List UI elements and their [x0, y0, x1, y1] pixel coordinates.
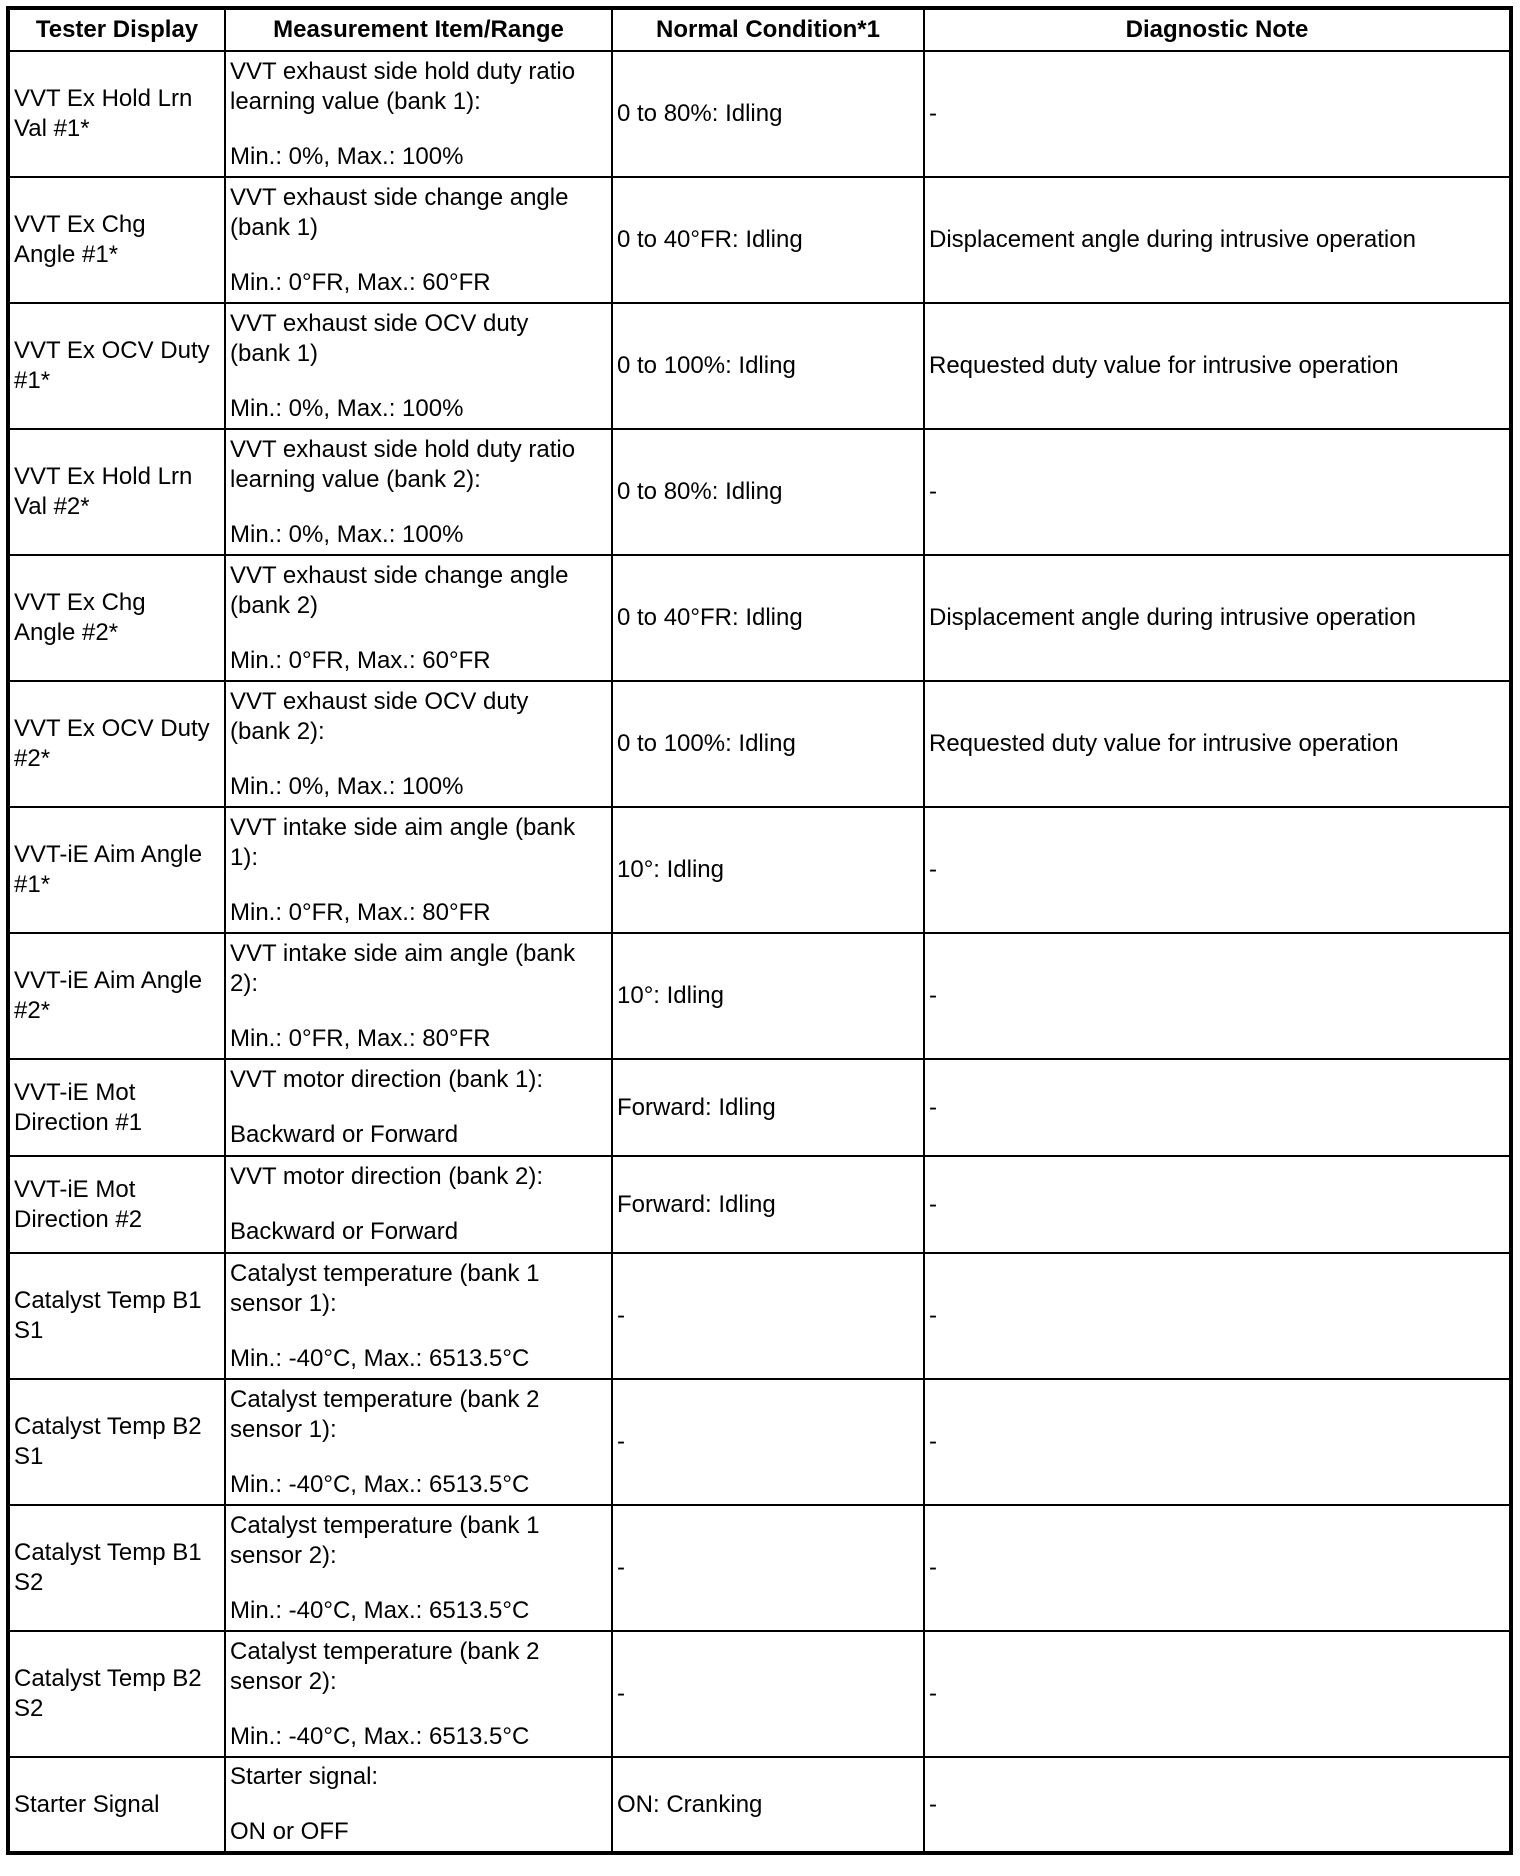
cell-tester-display — [8, 681, 225, 807]
tester-display-line: S2 — [14, 1569, 44, 1596]
cell-measurement-item — [225, 555, 612, 681]
measurement-range: Min.: 0°FR, Max.: 80°FR — [230, 898, 491, 926]
measurement-item-line: VVT motor direction (bank 1): — [230, 1066, 544, 1093]
line-gap — [230, 1319, 607, 1344]
table-row — [8, 1379, 1511, 1505]
cell-tester-display — [8, 1505, 225, 1631]
cell-diagnostic-note: - — [924, 51, 1511, 177]
line-gap — [230, 747, 607, 772]
measurement-range: Min.: 0%, Max.: 100% — [230, 520, 464, 548]
line-gap — [230, 1792, 607, 1817]
measurement-item-line: learning value (bank 1): — [230, 87, 481, 115]
cell-diagnostic-note: - — [924, 933, 1511, 1059]
cell-tester-display — [8, 177, 225, 303]
cell-normal-condition: - — [612, 1253, 924, 1379]
cell-diagnostic-note: - — [924, 429, 1511, 555]
cell-measurement-item — [225, 1379, 612, 1505]
table-row — [8, 177, 1511, 303]
table-body — [8, 51, 1511, 1853]
measurement-range: Min.: -40°C, Max.: 6513.5°C — [230, 1722, 530, 1750]
measurement-item-line: (bank 2): — [230, 717, 325, 745]
tester-display-line: Catalyst Temp B2 — [14, 1413, 202, 1440]
tester-display-line: #1* — [14, 367, 51, 394]
measurement-item-line: Starter signal: — [230, 1763, 379, 1790]
tester-display-line: VVT-iE Aim Angle — [14, 967, 203, 994]
measurement-range: Backward or Forward — [230, 1218, 459, 1245]
cell-diagnostic-note: - — [924, 1059, 1511, 1156]
table-row — [8, 1505, 1511, 1631]
header-row — [8, 8, 1511, 51]
tester-display-line: Val #1* — [14, 115, 90, 142]
cell-tester-display — [8, 429, 225, 555]
line-gap — [230, 873, 607, 898]
table-row — [8, 429, 1511, 555]
measurement-item-line: VVT exhaust side hold duty ratio — [230, 435, 576, 463]
measurement-item-line: sensor 2): — [230, 1541, 337, 1569]
measurement-item-line: VVT intake side aim angle (bank — [230, 939, 576, 967]
table-row — [8, 1059, 1511, 1156]
cell-diagnostic-note: Requested duty value for intrusive operation — [924, 681, 1511, 807]
cell-diagnostic-note: - — [924, 1757, 1511, 1853]
tester-display-line: Direction #2 — [14, 1205, 143, 1233]
cell-measurement-item — [225, 1505, 612, 1631]
tester-display-line: #2* — [14, 745, 51, 772]
tester-display-line: VVT Ex OCV Duty — [14, 337, 210, 364]
cell-diagnostic-note: - — [924, 807, 1511, 933]
line-gap — [230, 1095, 607, 1120]
cell-normal-condition: 0 to 40°FR: Idling — [612, 555, 924, 681]
measurement-range: Min.: 0%, Max.: 100% — [230, 142, 464, 170]
tester-display-line: Catalyst Temp B2 — [14, 1665, 202, 1692]
measurement-item-line: 1): — [230, 843, 259, 871]
header-measurement-item: Measurement Item/Range — [225, 8, 612, 51]
tester-display-line: Catalyst Temp B1 — [14, 1287, 202, 1314]
measurement-item-line: sensor 2): — [230, 1667, 337, 1695]
measurement-item-line: (bank 2) — [230, 591, 319, 619]
cell-measurement-item — [225, 51, 612, 177]
line-gap — [230, 1192, 607, 1217]
measurement-range: ON or OFF — [230, 1818, 349, 1845]
tester-display-line: Starter Signal — [14, 1790, 160, 1818]
cell-diagnostic-note: - — [924, 1505, 1511, 1631]
line-gap — [230, 999, 607, 1024]
tester-display-line: VVT Ex Chg — [14, 211, 146, 238]
table-row — [8, 303, 1511, 429]
tester-display-line: Catalyst Temp B1 — [14, 1539, 202, 1566]
cell-tester-display — [8, 555, 225, 681]
cell-normal-condition: 10°: Idling — [612, 807, 924, 933]
measurement-range: Min.: 0%, Max.: 100% — [230, 772, 464, 800]
cell-tester-display — [8, 1379, 225, 1505]
table-row — [8, 807, 1511, 933]
line-gap — [230, 369, 607, 394]
measurement-item-line: VVT intake side aim angle (bank — [230, 813, 576, 841]
tester-display-line: Angle #2* — [14, 619, 119, 646]
tester-display-line: VVT Ex Hold Lrn — [14, 85, 193, 112]
measurement-range: Min.: -40°C, Max.: 6513.5°C — [230, 1470, 530, 1498]
tester-display-line: VVT-iE Mot — [14, 1078, 136, 1106]
tester-display-line: VVT-iE Aim Angle — [14, 841, 203, 868]
measurement-item-line: Catalyst temperature (bank 1 — [230, 1511, 540, 1539]
measurement-range: Min.: -40°C, Max.: 6513.5°C — [230, 1596, 530, 1624]
measurement-item-line: sensor 1): — [230, 1289, 337, 1317]
tester-display-line: #2* — [14, 997, 51, 1024]
cell-measurement-item — [225, 1757, 612, 1853]
measurement-item-line: Catalyst temperature (bank 2 — [230, 1385, 540, 1413]
cell-measurement-item — [225, 933, 612, 1059]
cell-diagnostic-note: - — [924, 1631, 1511, 1757]
line-gap — [230, 117, 607, 142]
tester-display-line: Direction #1 — [14, 1108, 143, 1136]
tester-display-line: VVT Ex Hold Lrn — [14, 463, 193, 490]
line-gap — [230, 495, 607, 520]
measurement-item-line: VVT motor direction (bank 2): — [230, 1163, 544, 1190]
line-gap — [230, 1445, 607, 1470]
cell-measurement-item — [225, 1631, 612, 1757]
tester-display-line: S2 — [14, 1695, 44, 1722]
cell-measurement-item — [225, 1156, 612, 1253]
table-row — [8, 555, 1511, 681]
line-gap — [230, 1571, 607, 1596]
measurement-item-line: VVT exhaust side change angle — [230, 561, 569, 589]
measurement-item-line: VVT exhaust side OCV duty — [230, 687, 529, 715]
measurement-item-line: Catalyst temperature (bank 2 — [230, 1637, 540, 1665]
table-row — [8, 933, 1511, 1059]
measurement-item-line: (bank 1) — [230, 213, 319, 241]
cell-measurement-item — [225, 1253, 612, 1379]
cell-tester-display — [8, 933, 225, 1059]
cell-normal-condition: 0 to 100%: Idling — [612, 681, 924, 807]
table-row — [8, 1631, 1511, 1757]
header-diagnostic-note: Diagnostic Note — [924, 8, 1511, 51]
cell-normal-condition: - — [612, 1631, 924, 1757]
cell-normal-condition: 0 to 80%: Idling — [612, 51, 924, 177]
cell-normal-condition: ON: Cranking — [612, 1757, 924, 1853]
header-tester-display: Tester Display — [8, 8, 225, 51]
header-normal-condition: Normal Condition*1 — [612, 8, 924, 51]
cell-diagnostic-note: Requested duty value for intrusive operation — [924, 303, 1511, 429]
tester-display-line: #1* — [14, 871, 51, 898]
cell-tester-display — [8, 1156, 225, 1253]
table-row — [8, 1757, 1511, 1853]
cell-normal-condition: Forward: Idling — [612, 1156, 924, 1253]
cell-normal-condition: - — [612, 1505, 924, 1631]
table-row — [8, 51, 1511, 177]
table-row — [8, 1156, 1511, 1253]
cell-diagnostic-note: - — [924, 1253, 1511, 1379]
measurement-item-line: VVT exhaust side change angle — [230, 183, 569, 211]
cell-measurement-item — [225, 429, 612, 555]
measurement-item-line: learning value (bank 2): — [230, 465, 481, 493]
cell-measurement-item — [225, 1059, 612, 1156]
measurement-item-line: Catalyst temperature (bank 1 — [230, 1259, 540, 1287]
line-gap — [230, 243, 607, 268]
tester-display-line: S1 — [14, 1317, 44, 1344]
cell-normal-condition: 10°: Idling — [612, 933, 924, 1059]
line-gap — [230, 621, 607, 646]
cell-tester-display — [8, 1059, 225, 1156]
measurement-item-line: 2): — [230, 969, 259, 997]
measurement-range: Min.: 0%, Max.: 100% — [230, 394, 464, 422]
cell-diagnostic-note: Displacement angle during intrusive operation — [924, 555, 1511, 681]
tester-display-line: VVT Ex Chg — [14, 589, 146, 616]
cell-tester-display — [8, 51, 225, 177]
cell-normal-condition: 0 to 40°FR: Idling — [612, 177, 924, 303]
cell-tester-display — [8, 303, 225, 429]
measurement-range: Min.: 0°FR, Max.: 80°FR — [230, 1024, 491, 1052]
cell-normal-condition: 0 to 80%: Idling — [612, 429, 924, 555]
cell-diagnostic-note: Displacement angle during intrusive operation — [924, 177, 1511, 303]
measurement-item-line: sensor 1): — [230, 1415, 337, 1443]
measurement-item-line: VVT exhaust side hold duty ratio — [230, 57, 576, 85]
cell-measurement-item — [225, 681, 612, 807]
measurement-range: Min.: 0°FR, Max.: 60°FR — [230, 268, 491, 296]
table-row — [8, 1253, 1511, 1379]
cell-normal-condition: 0 to 100%: Idling — [612, 303, 924, 429]
measurement-item-line: (bank 1) — [230, 339, 319, 367]
cell-normal-condition: - — [612, 1379, 924, 1505]
measurement-range: Backward or Forward — [230, 1121, 459, 1148]
cell-normal-condition: Forward: Idling — [612, 1059, 924, 1156]
measurement-item-line: VVT exhaust side OCV duty — [230, 309, 529, 337]
tester-display-line: Val #2* — [14, 493, 90, 520]
cell-tester-display — [8, 1253, 225, 1379]
cell-tester-display — [8, 1631, 225, 1757]
line-gap — [230, 1697, 607, 1722]
tester-display-line: S1 — [14, 1443, 44, 1470]
measurement-range: Min.: -40°C, Max.: 6513.5°C — [230, 1344, 530, 1372]
cell-tester-display — [8, 807, 225, 933]
cell-measurement-item — [225, 807, 612, 933]
tester-display-line: VVT Ex OCV Duty — [14, 715, 210, 742]
table-row — [8, 681, 1511, 807]
tester-display-line: Angle #1* — [14, 241, 119, 268]
data-list-table — [6, 6, 1513, 1855]
cell-measurement-item — [225, 177, 612, 303]
cell-tester-display — [8, 1757, 225, 1853]
measurement-range: Min.: 0°FR, Max.: 60°FR — [230, 646, 491, 674]
cell-diagnostic-note: - — [924, 1156, 1511, 1253]
cell-diagnostic-note: - — [924, 1379, 1511, 1505]
cell-measurement-item — [225, 303, 612, 429]
tester-display-line: VVT-iE Mot — [14, 1175, 136, 1203]
